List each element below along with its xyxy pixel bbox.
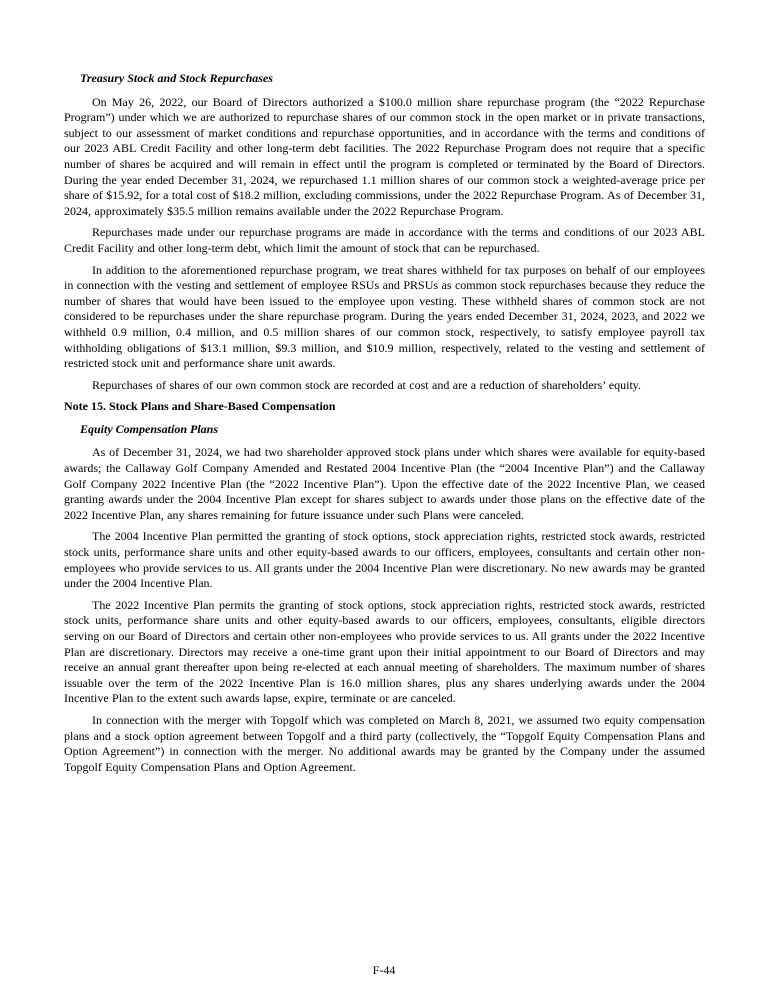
heading-equity-compensation-plans: Equity Compensation Plans xyxy=(80,421,219,436)
paragraph-shares-withheld-for-tax: In addition to the aforementioned repurchase program, we treat shares withheld for tax purposes on behalf of our employees in connection with the vesting and settlement of employee RSUs and PRSUs as common stock repurchases because they reduce the number of shares that would have been issued to the employee upon vesting. These withheld shares of common stock are not considered to be repurchases under the share repurchase program. During the years ended December 31, 2024, 2023, and 2022 we withheld 0.9 million, 0.4 million, and 0.5 million shares of our common stock, respectively, to satisfy employee payroll tax withholding obligations of $13.1 million, $9.3 million, and $10.9 million, respectively, related to the vesting and settlement of restricted stock unit and performance share unit awards. xyxy=(64,262,705,371)
paragraph-2022-repurchase-program: On May 26, 2022, our Board of Directors authorized a $100.0 million share repurchase program (the “2022 Repurchase Program”) under which we are authorized to repurchase shares of our common stock in the open market or in private transactions, subject to our assessment of market conditions and repurchase opportunities, and in accordance with the terms and conditions of our 2023 ABL Credit Facility and other long-term debt facilities. The 2022 Repurchase Program does not require that a specific number of shares be acquired and will remain in effect until the program is completed or terminated by the Board of Directors. During the year ended December 31, 2024, we repurchased 1.1 million shares of our common stock a weighted-average price per share of $15.92, for a total cost of $18.2 million, excluding commissions, under the 2022 Repurchase Program. As of December 31, 2024, approximately $35.5 million remains available under the 2022 Repurchase Program. xyxy=(64,94,705,218)
paragraph-2004-incentive-plan: The 2004 Incentive Plan permitted the granting of stock options, stock appreciation rights, restricted stock awards, restricted stock units, performance share units and other equity-based awards to our officers, employees, consultants and certain other non-employees who provide services to us. All grants under the 2004 Incentive Plan were discretionary. No new awards may be granted under the 2004 Incentive Plan. xyxy=(64,529,705,591)
paragraph-shareholder-approved-stock-plans: As of December 31, 2024, we had two shareholder approved stock plans under which shares were available for equity-based awards; the Callaway Golf Company Amended and Restated 2004 Incentive Plan (the “2004 Incentive Plan”) and the Callaway Golf Company 2022 Incentive Plan (the “2022 Incentive Plan”). Upon the effective date of the 2022 Incentive Plan, we ceased granting awards under the 2004 Incentive Plan except for shares subject to awards under those plans on the effective date of the 2022 Incentive Plan, any shares remaining for future issuance under such Plans were canceled. xyxy=(64,445,705,522)
paragraph-repurchase-terms: Repurchases made under our repurchase programs are made in accordance with the terms and conditions of our 2023 ABL Credit Facility and other long-term debt, which limit the amount of stock that can be repurchased. xyxy=(64,225,705,255)
heading-treasury-stock-and-stock-repurchases: Treasury Stock and Stock Repurchases xyxy=(80,71,273,85)
page-number: F-44 xyxy=(372,963,396,977)
document-body xyxy=(64,71,705,775)
paragraph-2022-incentive-plan: The 2022 Incentive Plan permits the granting of stock options, stock appreciation rights, restricted stock awards, restricted stock units, performance share units and other equity-based awards to our officers, employees, consultants, eligible directors serving on our Board of Directors and certain other non-employees who provide services to us. All grants under the 2022 Incentive Plan are discretionary. Directors may receive a one-time grant upon their initial appointment to our Board of Directors and may receive an annual grant thereafter upon being re-elected at each annual meeting of shareholders. The maximum number of shares issuable over the term of the 2022 Incentive Plan is 16.0 million shares, plus any shares underlying awards under the 2004 Incentive Plan to the extent such awards lapse, expire, terminate or are canceled. xyxy=(64,597,705,706)
heading-note-15-stock-plans: Note 15. Stock Plans and Share-Based Compensation xyxy=(64,399,336,414)
paragraph-repurchases-recorded-at-cost: Repurchases of shares of our own common stock are recorded at cost and are a reduction of shareholders’ equity. xyxy=(92,377,641,392)
paragraph-topgolf-merger-plans: In connection with the merger with Topgolf which was completed on March 8, 2021, we assumed two equity compensation plans and a stock option agreement between Topgolf and a third party (collectively, the “Topgolf Equity Compensation Plans and Option Agreement”) in connection with the merger. No additional awards may be granted by the Company under the assumed Topgolf Equity Compensation Plans and Option Agreement. xyxy=(64,712,705,774)
